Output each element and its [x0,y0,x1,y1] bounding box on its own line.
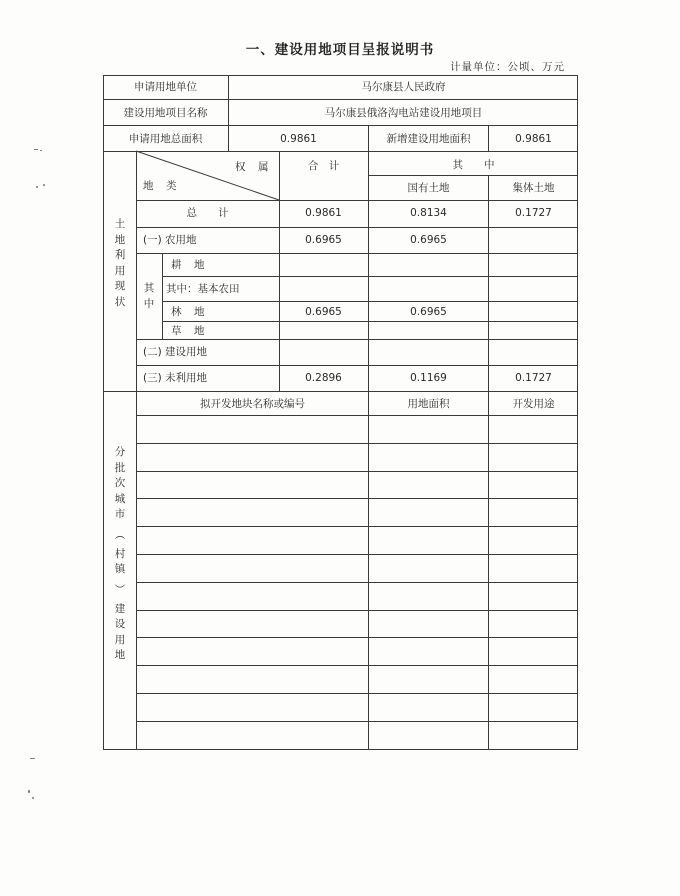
col-among-header: 其 中 [452,159,495,171]
new-area-label: 新增建设用地面积 [386,133,471,145]
batch-side-label: 分 批 次 城 市 ︵ 村 镇 ︶ 建 设 用 地 [114,446,126,661]
row-agri-state: 0.6965 [410,234,447,246]
col-total-header: 合 计 [307,160,340,172]
applicant-label: 申请用地单位 [134,81,197,93]
batch-row-line [136,693,578,694]
batch-row-line [136,721,578,722]
row-unused-sum: 0.2896 [305,372,342,384]
row-farmland-label: 耕 地 [171,259,206,271]
row-construction-label: (二) 建设用地 [143,346,208,358]
project-name-label: 建设用地项目名称 [123,107,208,119]
scan-speck [34,149,38,150]
row-forest-sum: 0.6965 [305,306,342,318]
row-unused-collective: 0.1727 [515,372,552,384]
row-total-label: 总 计 [186,207,229,219]
batch-row-line [136,637,578,638]
batch-row-line [136,582,578,583]
batch-col-area-header: 用地面积 [407,398,450,410]
batch-row-line [136,554,578,555]
row-total-sum: 0.9861 [305,207,342,219]
row-agri-sum: 0.6965 [305,234,342,246]
land-use-side-label: 土 地 利 用 现 状 [114,218,126,308]
applicant-value: 马尔康县人民政府 [361,81,446,93]
row-unused-label: (三) 未利用地 [143,372,208,384]
batch-col-use-header: 开发用途 [512,398,555,410]
batch-col-name-header: 拟开发地块名称或编号 [200,398,305,410]
scan-speck [28,790,30,793]
row-forest-label: 林 地 [171,306,206,318]
unit-note: 计量单位：公顷、万元 [450,61,565,73]
total-area-value: 0.9861 [280,133,317,145]
row-forest-state: 0.6965 [410,306,447,318]
batch-row-line [136,665,578,666]
batch-row-line [136,415,578,416]
batch-row-line [136,498,578,499]
new-area-value: 0.9861 [515,133,552,145]
scan-speck [43,184,45,186]
scan-speck [40,150,42,151]
row-agri-label: (一) 农用地 [143,234,197,246]
row-total-collective: 0.1727 [515,207,552,219]
row-grass-label: 草 地 [171,325,206,337]
category-label: 地 类 [143,180,178,192]
scan-speck [32,797,34,799]
batch-row-line [136,610,578,611]
batch-row-line [136,526,578,527]
header-diagonal-line [103,75,578,750]
row-total-state: 0.8134 [410,207,447,219]
col-collective-header: 集体土地 [512,182,555,194]
scan-speck [30,758,35,759]
scan-speck [36,186,38,188]
ownership-label: 权 属 [235,161,270,173]
batch-row-line [136,471,578,472]
document-title: 一、建设用地项目呈报说明书 [245,42,435,58]
col-state-header: 国有土地 [407,182,450,194]
total-area-label: 申请用地总面积 [128,133,203,145]
batch-row-line [136,443,578,444]
project-name-value: 马尔康县俄洛沟电站建设用地项目 [324,107,483,119]
report-table [103,75,578,750]
row-unused-state: 0.1169 [410,372,447,384]
row-basic-farmland-label: 其中：基本农田 [166,283,240,295]
among-side-label: 其 中 [143,282,155,310]
